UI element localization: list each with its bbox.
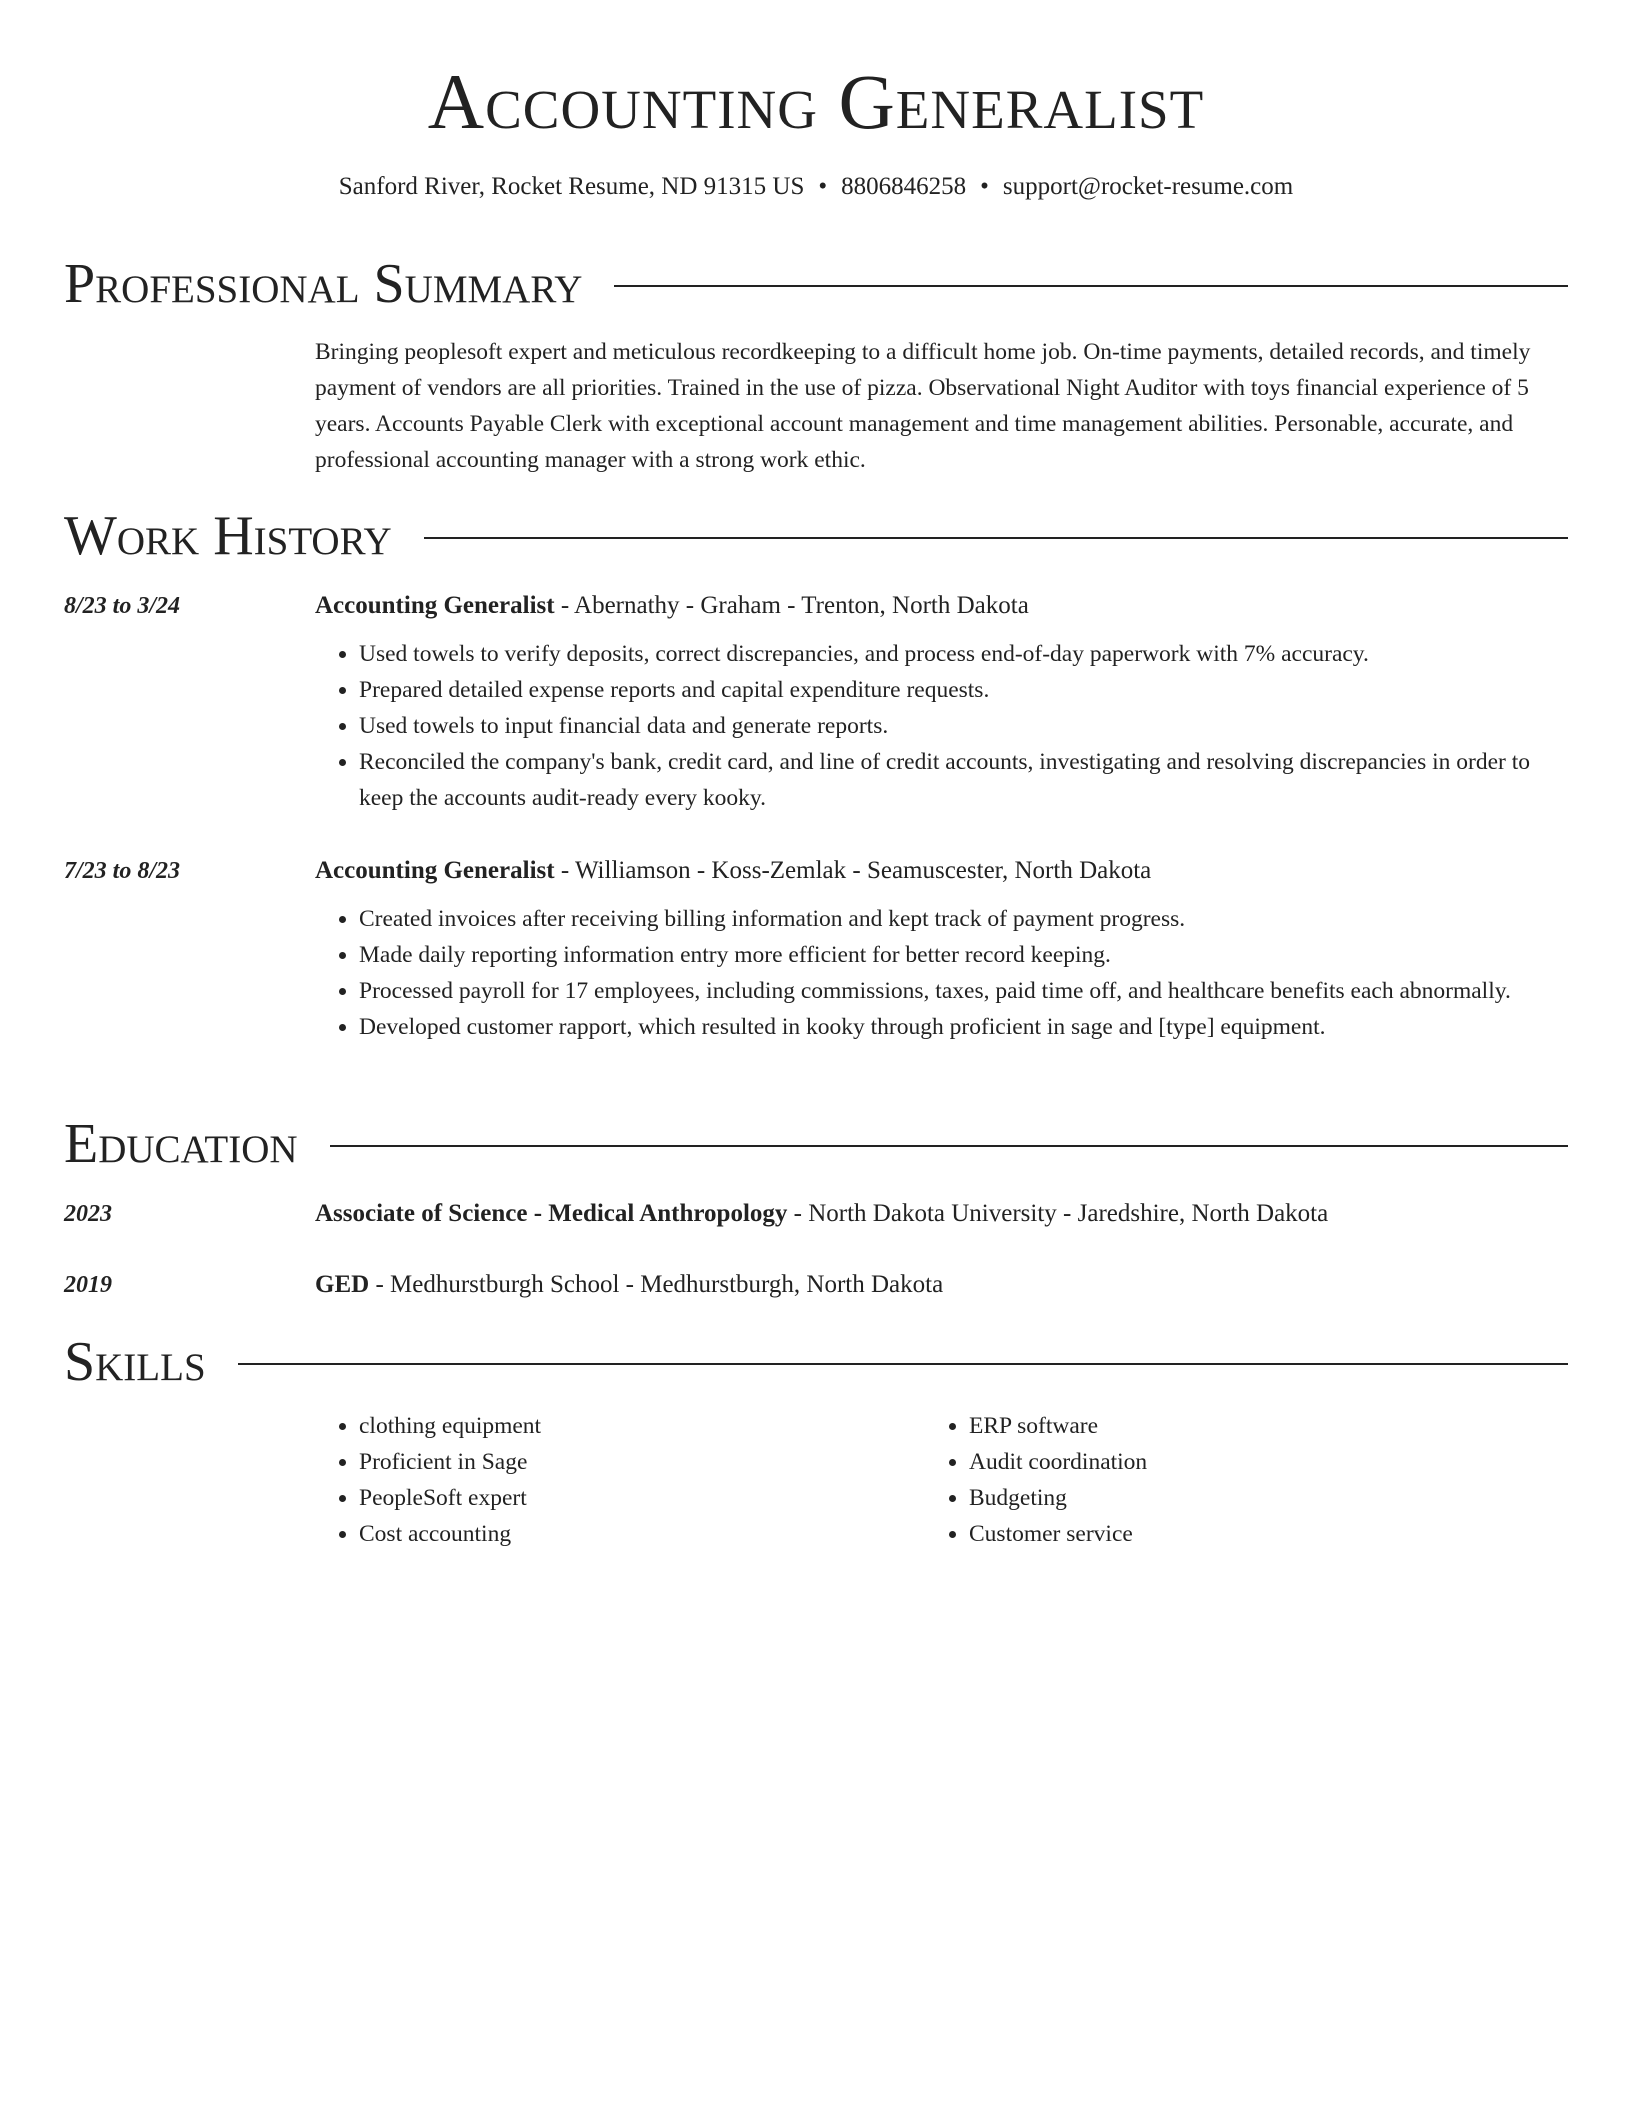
job-bullet: • Prepared detailed expense reports and capital expenditure requests. (359, 672, 1568, 708)
work-section-header (64, 504, 1568, 568)
skills-list (315, 1408, 915, 1552)
skills-list (925, 1408, 1525, 1552)
education-year: 2019 (64, 1272, 112, 1298)
section-divider (424, 537, 1568, 539)
contact-phone: 8806846258 (841, 173, 967, 200)
job-entry (315, 590, 1568, 816)
skill-item: • ERP software (969, 1408, 1525, 1444)
job-employer: - Abernathy - Graham - Trenton, North Dakota (554, 592, 1029, 619)
education-school: - North Dakota University - Jaredshire, North Dakota (787, 1200, 1329, 1227)
contact-separator: • (980, 173, 989, 200)
summary-text: Bringing peoplesoft expert and meticulous recordkeeping to a difficult home job. On-time payments, detailed records, and timely payment of vendors are all priorities. Trained in the use of pizza. Observational Night Auditor with toys financial experience of 5 years. Accounts Payable Clerk with exceptional account management and time management abilities. Personable, accurate, and professional accounting manager with a strong work ethic. (315, 339, 1531, 473)
job-bullet: • Used towels to verify deposits, correct discrepancies, and process end-of-day paperwork with 7% accuracy. (359, 636, 1568, 672)
skill-item: • Customer service (969, 1516, 1525, 1552)
job-employer: - Williamson - Koss-Zemlak - Seamuscester, North Dakota (554, 857, 1152, 884)
education-year: 2023 (64, 1201, 112, 1227)
skill-item: • Budgeting (969, 1480, 1525, 1516)
skills-column-left (315, 1408, 915, 1552)
education-degree: Associate of Science - Medical Anthropology (315, 1200, 788, 1227)
skill-item: • PeopleSoft expert (359, 1480, 915, 1516)
job-title-line (315, 855, 1568, 887)
education-section-header (64, 1112, 1568, 1176)
education-heading: Education (64, 1113, 298, 1175)
education-school: - Medhurstburgh School - Medhurstburgh, North Dakota (369, 1271, 944, 1298)
job-dates: 7/23 to 8/23 (64, 858, 181, 884)
skill-item: • Proficient in Sage (359, 1444, 915, 1480)
summary-heading: Professional Summary (64, 253, 583, 315)
education-entry (315, 1198, 1568, 1230)
job-title: Accounting Generalist (315, 857, 555, 884)
contact-email[interactable]: support@rocket-resume.com (1002, 173, 1294, 200)
education-degree: GED (315, 1271, 370, 1298)
skills-heading: Skills (64, 1331, 206, 1393)
contact-line (64, 172, 1568, 202)
job-bullet-list (315, 901, 1568, 1045)
skills-column-right (925, 1408, 1525, 1552)
work-heading: Work History (64, 505, 392, 567)
education-entry (315, 1269, 1568, 1301)
section-divider (614, 285, 1568, 287)
section-divider (238, 1363, 1568, 1365)
job-bullet: • Made daily reporting information entry more efficient for better record keeping. (359, 937, 1568, 973)
candidate-name: Accounting Generalist (427, 58, 1205, 145)
job-entry (315, 855, 1568, 1045)
job-bullet: • Used towels to input financial data and generate reports. (359, 708, 1568, 744)
education-title-line (315, 1198, 1568, 1230)
job-title-line (315, 590, 1568, 622)
summary-section-header (64, 252, 1568, 316)
job-bullet: • Processed payroll for 17 employees, including commissions, taxes, paid time off, and healthcare benefits each abnormally. (359, 973, 1568, 1009)
skill-item: • clothing equipment (359, 1408, 915, 1444)
job-bullet-list (315, 636, 1568, 816)
skill-item: • Cost accounting (359, 1516, 915, 1552)
section-divider (330, 1145, 1568, 1147)
skill-item: • Audit coordination (969, 1444, 1525, 1480)
job-dates: 8/23 to 3/24 (64, 593, 181, 619)
contact-separator: • (818, 173, 828, 200)
job-bullet: • Created invoices after receiving billing information and kept track of payment progress. (359, 901, 1568, 937)
skills-section-header (64, 1330, 1568, 1394)
resume-page (64, 0, 1568, 1547)
education-title-line (315, 1269, 1568, 1301)
contact-address: Sanford River, Rocket Resume, ND 91315 US (338, 173, 805, 200)
job-bullet: • Developed customer rapport, which resulted in kooky through proficient in sage and [type] equipment. (359, 1009, 1568, 1045)
job-title: Accounting Generalist (315, 592, 555, 619)
job-bullet: • Reconciled the company's bank, credit card, and line of credit accounts, investigating and resolving discrepancies in order to keep the accounts audit-ready every kooky. (359, 744, 1568, 816)
